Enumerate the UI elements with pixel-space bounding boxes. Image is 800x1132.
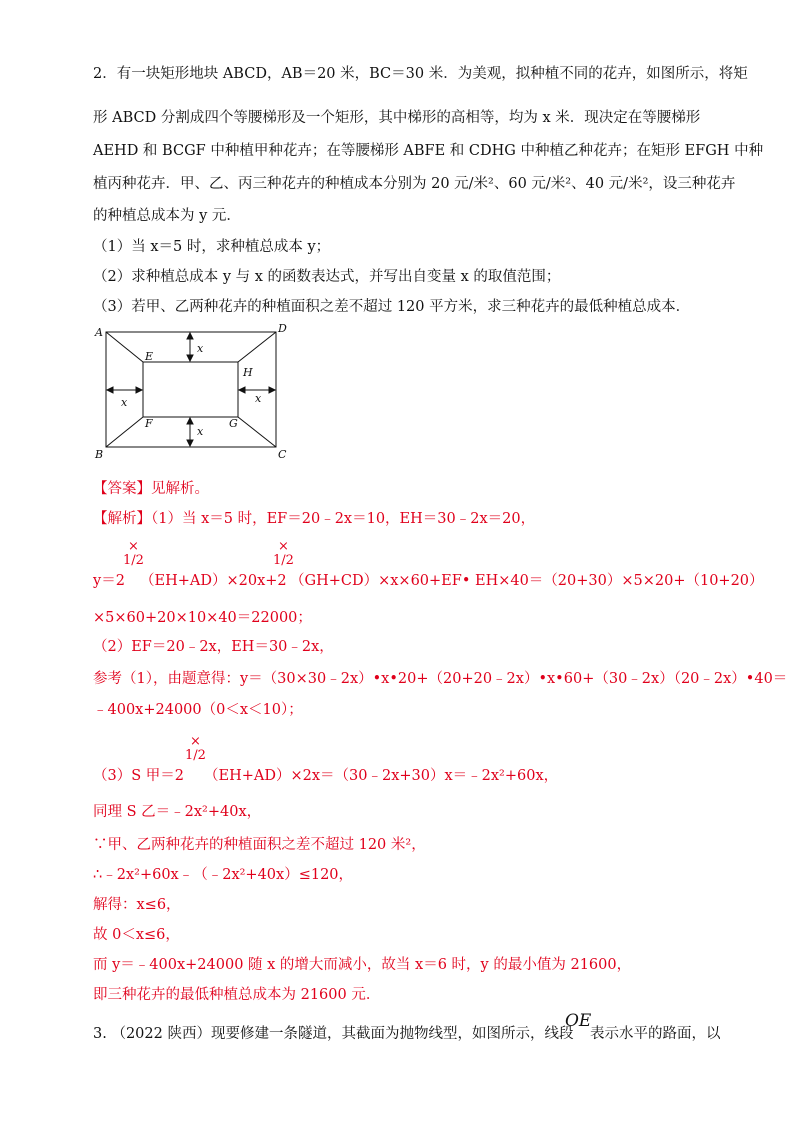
problem-line-3: AEHD 和 BCGF 中种植甲种花卉；在等腰梯形 ABFE 和 CDHG 中种植乙种花卉；在矩形 EFGH 中种 — [93, 143, 764, 159]
label-x-left: x — [121, 396, 128, 409]
problem-line-1: 2．有一块矩形地块 ABCD，AB＝20 米，BC＝30 米．为美观，拟种植不同的花卉，如图所示，将矩 — [93, 66, 748, 82]
solution-line-2a: y＝2 — [93, 573, 125, 589]
solution-line-9: ∵甲、乙两种花卉的种植面积之差不超过 120 米²， — [93, 837, 426, 853]
question-2: （2）求种植总成本 y 与 x 的函数表达式，并写出自变量 x 的取值范围； — [93, 269, 561, 285]
label-f: F — [145, 417, 153, 430]
solution-line-7a: （3）S 甲＝2 — [93, 768, 184, 784]
solution-line-11: 解得：x≤6， — [93, 897, 181, 913]
solution-line-12: 故 0＜x≤6， — [93, 927, 180, 943]
label-e: E — [145, 350, 154, 363]
solution-line-10: ∴﹣2x²+60x﹣（﹣2x²+40x）≤120， — [93, 867, 354, 883]
solution-line-2b: （EH+AD）×20x+2 — [140, 573, 287, 589]
solution-line-4: （2）EF＝20﹣2x，EH＝30﹣2x， — [93, 639, 334, 655]
label-x-right: x — [255, 392, 262, 405]
label-d: D — [278, 322, 287, 335]
problem-line-2: 形 ABCD 分割成四个等腰梯形及一个矩形，其中梯形的高相等，均为 x 米．现决定在等腰梯形 — [93, 110, 701, 126]
label-x-top: x — [197, 342, 204, 355]
solution-line-6: ﹣400x+24000（0＜x＜10）； — [93, 702, 303, 718]
solution-line-5: 参考（1），由题意得：y＝（30×30﹣2x）•x•20+（20+20﹣2x）•x•60+（30﹣2x）（20﹣2x）•40＝ — [93, 671, 788, 687]
solution-line-14: 即三种花卉的最低种植总成本为 21600 元． — [93, 987, 381, 1003]
label-x-bottom: x — [197, 425, 204, 438]
problem-line-5: 的种植总成本为 y 元． — [93, 208, 241, 224]
rectangle-figure — [93, 322, 293, 462]
solution-line-7b: （EH+AD）×2x＝（30﹣2x+30）x＝﹣2x²+60x， — [204, 768, 559, 784]
question-3: （3）若甲、乙两种花卉的种植面积之差不超过 120 平方米，求三种花卉的最低种植总成本． — [93, 299, 691, 315]
problem3-text: 3. （2022 陕西）现要修建一条隧道，其截面为抛物线型，如图所示，线段 — [93, 1026, 574, 1042]
problem3-text-2: 表示水平的路面，以 — [590, 1026, 721, 1042]
solution-line-8: 同理 S 乙＝﹣2x²+40x， — [93, 804, 262, 820]
answer-line: 【答案】见解析。 — [93, 481, 209, 497]
fraction-half-2: × 1/2 — [273, 539, 294, 568]
label-b: B — [95, 448, 104, 461]
fraction-half-1: × 1/2 — [123, 539, 144, 568]
solution-line-13: 而 y＝﹣400x+24000 随 x 的增大而减小，故当 x＝6 时，y 的最小值为 21600， — [93, 957, 632, 973]
label-c: C — [278, 448, 287, 461]
segment-oe: OE — [565, 1011, 592, 1031]
question-1: （1）当 x＝5 时，求种植总成本 y； — [93, 239, 331, 255]
solution-line-1: 【解析】（1）当 x＝5 时，EF＝20﹣2x＝10，EH＝30﹣2x＝20， — [93, 511, 536, 527]
label-a: A — [95, 326, 103, 339]
label-g: G — [229, 417, 238, 430]
label-h: H — [243, 366, 253, 379]
solution-line-2c: （GH+CD）×x×60+EF• EH×40＝（20+30）×5×20+（10+20） — [290, 573, 764, 589]
problem-line-4: 植丙种花卉．甲、乙、丙三种花卉的种植成本分别为 20 元/米²、60 元/米²、40 元/米²，设三种花卉 — [93, 176, 736, 192]
fraction-half-3: × 1/2 — [185, 734, 206, 763]
solution-line-3: ×5×60+20×10×40＝22000； — [93, 610, 312, 626]
